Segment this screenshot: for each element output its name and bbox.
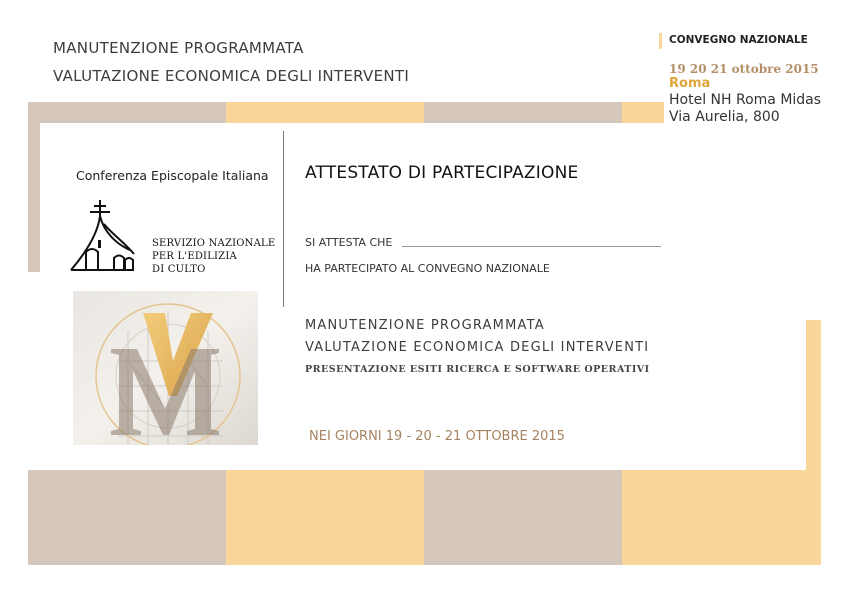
band-bottom-tan-1 (28, 470, 226, 565)
band-bottom-peach-2 (622, 470, 821, 565)
partecipato-label: HA PARTECIPATO AL CONVEGNO NAZIONALE (305, 262, 550, 275)
band-bottom-peach-1 (226, 470, 424, 565)
event-title-line2: VALUTAZIONE ECONOMICA DEGLI INTERVENTI (305, 340, 650, 355)
service-name-line2: PER L'EDILIZIA (152, 251, 237, 262)
convegno-date: 19 20 21 ottobre 2015 (669, 62, 819, 76)
header-title-line1: MANUTENZIONE PROGRAMMATA (53, 39, 304, 57)
convegno-venue-line1: Hotel NH Roma Midas (669, 92, 822, 108)
service-name-line1: SERVIZIO NAZIONALE (152, 238, 276, 249)
si-attesta-label: SI ATTESTA CHE (305, 236, 393, 249)
vertical-divider (283, 131, 284, 307)
certificate-title: ATTESTATO DI PARTECIPAZIONE (305, 163, 579, 183)
event-dates: NEI GIORNI 19 - 20 - 21 OTTOBRE 2015 (309, 429, 565, 444)
organizer-name: Conferenza Episcopale Italiana (76, 168, 269, 183)
participant-name-field[interactable] (402, 246, 661, 247)
convegno-venue-line2: Via Aurelia, 800 (669, 109, 780, 125)
band-top-peach-1 (226, 102, 424, 123)
band-left-tan (28, 102, 40, 272)
event-subtitle: PRESENTAZIONE ESITI RICERCA E SOFTWARE OPERATIVI (305, 364, 650, 375)
band-top-tan-left (28, 102, 226, 123)
event-logo-image (73, 291, 258, 445)
band-bottom-tan-2 (424, 470, 622, 565)
convegno-label: CONVEGNO NAZIONALE (669, 34, 808, 46)
convegno-city: Roma (669, 76, 711, 91)
header-title-line2: VALUTAZIONE ECONOMICA DEGLI INTERVENTI (53, 67, 410, 85)
band-top-tan-2 (424, 102, 622, 123)
band-top-peach-2 (622, 102, 664, 123)
event-title-line1: MANUTENZIONE PROGRAMMATA (305, 318, 545, 333)
band-right-peach (806, 320, 821, 470)
convegno-accent-bar (659, 33, 662, 49)
church-logo-icon (68, 198, 148, 274)
service-name-line3: DI CULTO (152, 264, 206, 275)
